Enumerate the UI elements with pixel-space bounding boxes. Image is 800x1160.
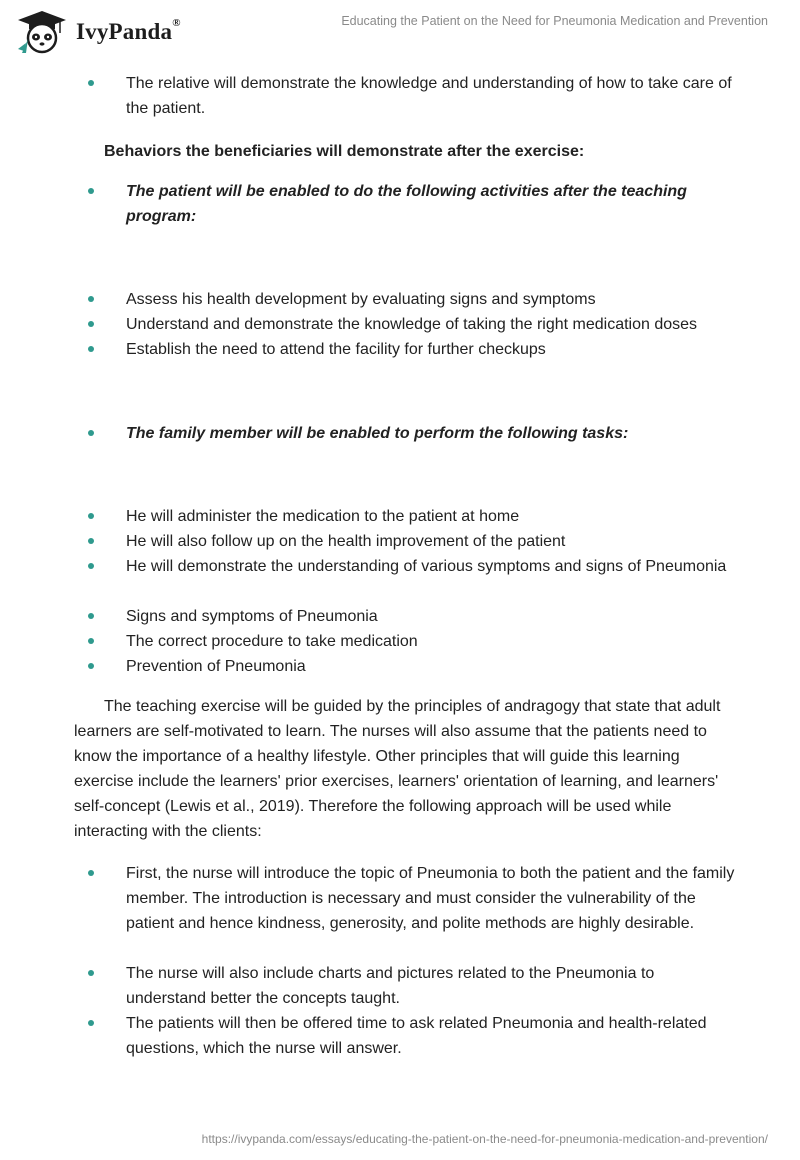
logo-text: IvyPanda® [76, 17, 181, 44]
list-item: The patients will then be offered time to ask related Pneumonia and health-related questions, which the nurse will answer. [126, 1011, 736, 1061]
body-paragraph: The teaching exercise will be guided by the principles of andragogy that state that adult learners are self-motivated to learn. The nurses will also assume that the patients need to know the importance of a healthy lifestyle. Other principles that will guide this learning exercise include the learners' prior exercises, learners' orientation of learning, and learners' self-concept (Lewis et al., 2019). Therefore the following approach will be used while interacting with the clients: [74, 698, 721, 840]
panda-graduate-icon [14, 9, 70, 55]
site-logo[interactable] [14, 8, 181, 56]
list-item: He will also follow up on the health improvement of the patient [126, 529, 736, 554]
list-item: The correct procedure to take medication [126, 629, 736, 654]
list-item-emphasis: The patient will be enabled to do the following activities after the teaching program: [126, 179, 736, 229]
list-item: Prevention of Pneumonia [126, 654, 736, 679]
list-item: Assess his health development by evaluating signs and symptoms [126, 287, 736, 312]
list-item: He will administer the medication to the patient at home [126, 504, 736, 529]
list-item: Signs and symptoms of Pneumonia [126, 604, 736, 629]
list-item: The relative will demonstrate the knowledge and understanding of how to take care of the patient. [126, 71, 736, 121]
list-item: The nurse will also include charts and pictures related to the Pneumonia to understand better the concepts taught. [126, 961, 736, 1011]
list-item-emphasis: The family member will be enabled to perform the following tasks: [126, 421, 736, 446]
section-subheading: Behaviors the beneficiaries will demonstrate after the exercise: [104, 143, 585, 160]
source-url-link[interactable]: https://ivypanda.com/essays/educating-the-patient-on-the-need-for-pneumonia-medication-and-prevention/ [201, 1132, 768, 1146]
list-item: Establish the need to attend the facility for further checkups [126, 337, 736, 362]
list-item: He will demonstrate the understanding of various symptoms and signs of Pneumonia [126, 554, 736, 579]
running-title: Educating the Patient on the Need for Pneumonia Medication and Prevention [341, 14, 768, 28]
list-item: First, the nurse will introduce the topic of Pneumonia to both the patient and the family member. The introduction is necessary and must consider the vulnerability of the patient and hence kindness, generosity, and polite methods are highly desirable. [126, 861, 736, 936]
list-item: Understand and demonstrate the knowledge of taking the right medication doses [126, 312, 736, 337]
